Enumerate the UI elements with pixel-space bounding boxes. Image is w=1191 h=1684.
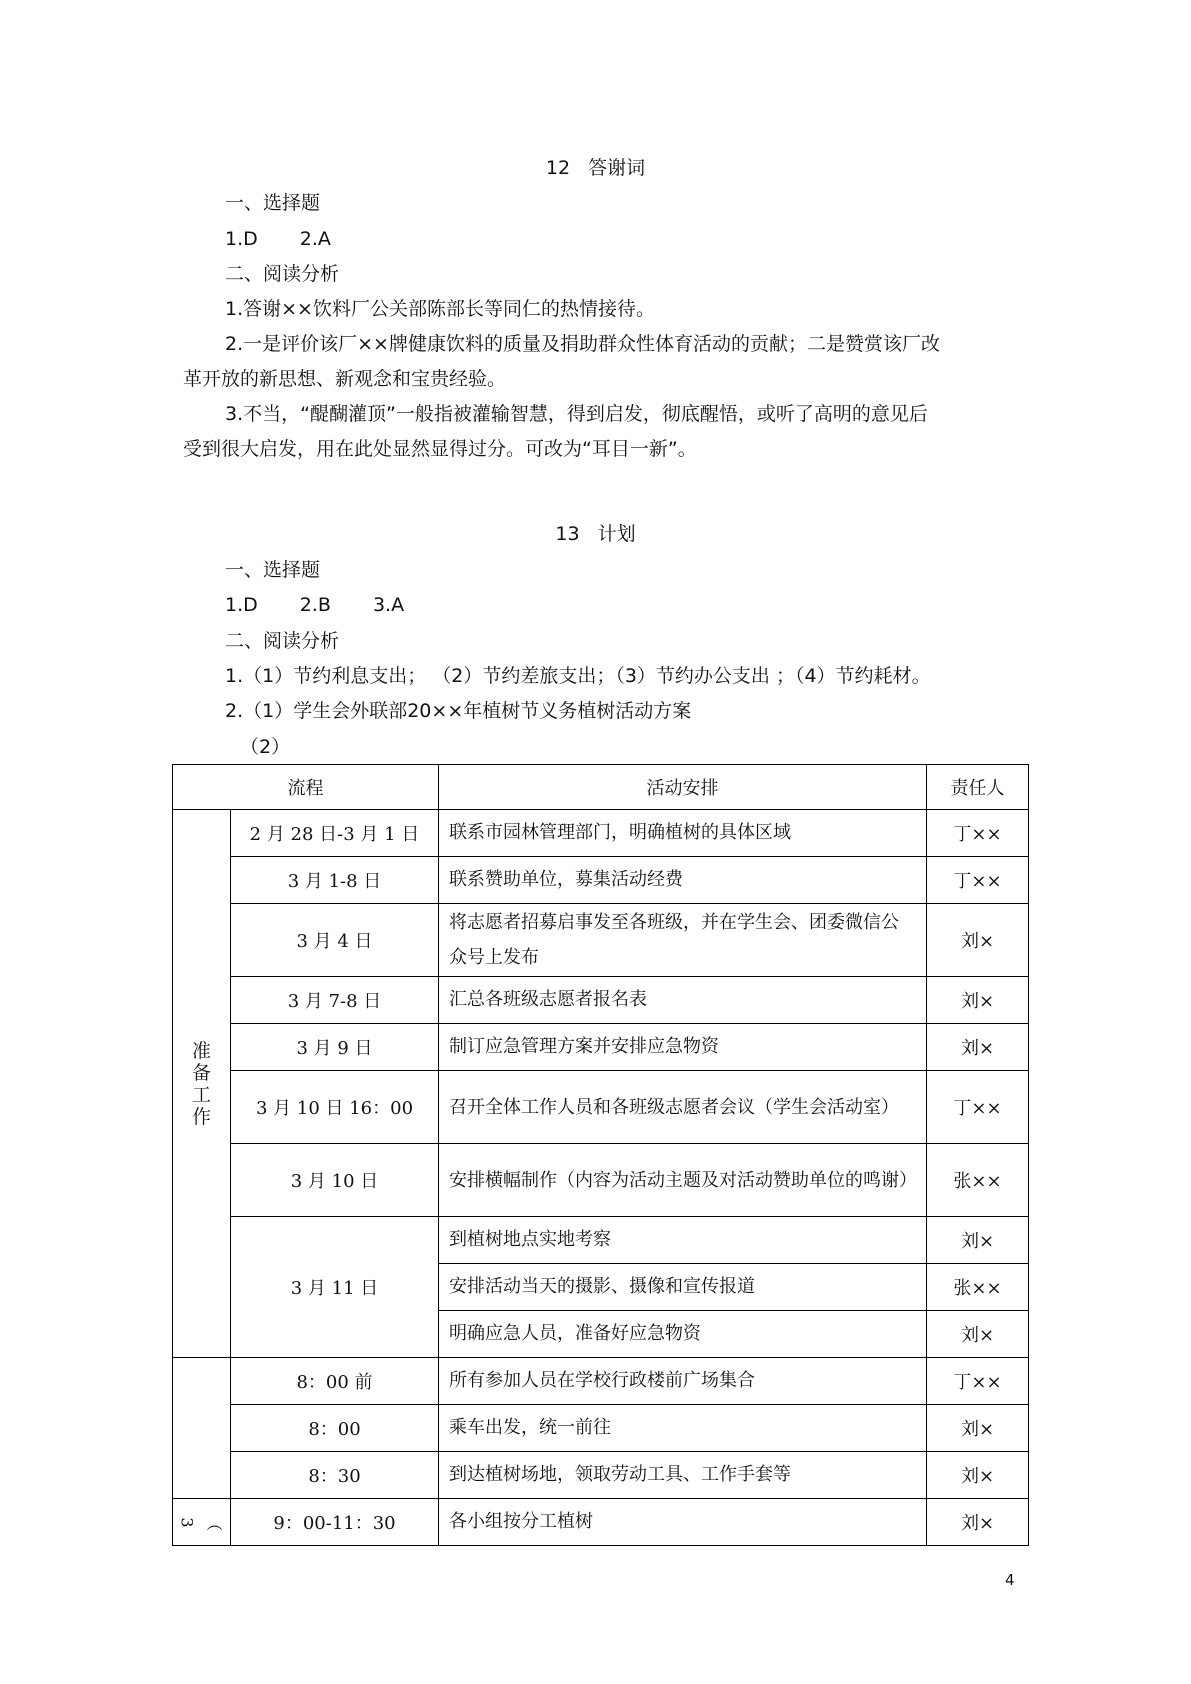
person-cell: 刘×: [927, 1499, 1029, 1546]
table-row: [173, 1024, 1029, 1071]
part-heading: 二、阅读分析: [225, 630, 340, 652]
activity-cell: 所有参加人员在学校行政楼前广场集合: [439, 1358, 927, 1405]
table-row: [173, 977, 1029, 1024]
paragraph: 受到很大启发，用在此处显然显得过分。可改为“耳目一新”。: [183, 438, 697, 460]
activity-cell: 将志愿者招募启事发至各班级，并在学生会、团委微信公众号上发布: [439, 904, 927, 977]
date-cell: 3 月 7-8 日: [231, 977, 439, 1024]
header-flow: 流程: [173, 765, 439, 810]
phase-fragment: ︵: [206, 1513, 223, 1533]
activity-cell: 召开全体工作人员和各班级志愿者会议（学生会活动室）: [439, 1071, 927, 1144]
person-cell: 刘×: [927, 904, 1029, 977]
section-12-title: [0, 155, 1191, 181]
activity-cell: 制订应急管理方案并安排应急物资: [439, 1024, 927, 1071]
person-cell: 丁××: [927, 1071, 1029, 1144]
table-row: [173, 810, 1029, 857]
activity-cell: 乘车出发，统一前往: [439, 1405, 927, 1452]
date-cell: 3 月 4 日: [231, 904, 439, 977]
table-row: [173, 1144, 1029, 1217]
date-cell: 8：00: [231, 1405, 439, 1452]
table-row: [173, 904, 1029, 977]
date-cell: 3 月 11 日: [231, 1217, 439, 1358]
activity-cell: 各小组按分工植树: [439, 1499, 927, 1546]
table-row: [173, 1499, 1029, 1546]
answer: 1.D: [225, 594, 258, 616]
answer-row: [225, 592, 446, 618]
person-cell: 刘×: [927, 1311, 1029, 1358]
person-cell: 张××: [927, 1144, 1029, 1217]
header-person: 责任人: [927, 765, 1029, 810]
table-header-row: [173, 765, 1029, 810]
answer: 3.A: [372, 594, 405, 616]
activity-cell: 到达植树场地，领取劳动工具、工作手套等: [439, 1452, 927, 1499]
phase-fragment: 3: [177, 1516, 197, 1528]
date-cell: 3 月 9 日: [231, 1024, 439, 1071]
table-row: [173, 857, 1029, 904]
person-cell: 刘×: [927, 977, 1029, 1024]
date-cell: 3 月 1-8 日: [231, 857, 439, 904]
person-cell: 刘×: [927, 1405, 1029, 1452]
activity-cell: 汇总各班级志愿者报名表: [439, 977, 927, 1024]
activity-cell: 明确应急人员，准备好应急物资: [439, 1311, 927, 1358]
activity-cell: 联系市园林管理部门，明确植树的具体区域: [439, 810, 927, 857]
activity-cell: 安排横幅制作（内容为活动主题及对活动赞助单位的鸣谢）: [439, 1144, 927, 1217]
plan-table: [172, 764, 1029, 1546]
paragraph: 1.答谢××饮料厂公关部陈部长等同仁的热情接待。: [225, 298, 655, 320]
person-cell: 刘×: [927, 1024, 1029, 1071]
section-13-title: [0, 521, 1191, 547]
section-number: 13: [555, 523, 580, 545]
phase-label: 准备工作: [191, 1039, 211, 1128]
person-cell: 丁××: [927, 1358, 1029, 1405]
date-cell: 3 月 10 日: [231, 1144, 439, 1217]
paragraph: 2.（1）学生会外联部20××年植树节义务植树活动方案: [225, 700, 692, 722]
date-cell: 8：30: [231, 1452, 439, 1499]
header-activity: 活动安排: [439, 765, 927, 810]
person-cell: 刘×: [927, 1217, 1029, 1264]
section-heading: 答谢词: [588, 157, 646, 179]
date-cell: 9：00-11：30: [231, 1499, 439, 1546]
table-row: [173, 1405, 1029, 1452]
section-number: 12: [545, 157, 571, 179]
answer-row: [225, 226, 373, 252]
paragraph: 1.（1）节约利息支出； （2）节约差旅支出；（3）节约办公支出 ；（4）节约耗材。: [225, 665, 931, 687]
phase-label-cut: [173, 1511, 230, 1534]
phase-cell: [173, 1499, 231, 1546]
page-number: 4: [1005, 1571, 1015, 1589]
sub-item: （2）: [240, 736, 291, 758]
paragraph: 3.不当，“醍醐灌顶”一般指被灌输智慧，得到启发，彻底醒悟，或听了高明的意见后: [225, 403, 928, 425]
table-row: [173, 1071, 1029, 1144]
part-heading: 二、阅读分析: [225, 263, 340, 285]
answer: 2.B: [299, 594, 331, 616]
person-cell: 张××: [927, 1264, 1029, 1311]
paragraph: 2.一是评价该厂××牌健康饮料的质量及捐助群众性体育活动的贡献；二是赞赏该厂改: [225, 333, 940, 355]
part-heading: 一、选择题: [225, 192, 321, 214]
person-cell: 刘×: [927, 1452, 1029, 1499]
table-row: [173, 1217, 1029, 1264]
phase-cell: [173, 810, 231, 1358]
phase-cell: [173, 1358, 231, 1499]
table-row: [173, 1358, 1029, 1405]
activity-cell: 安排活动当天的摄影、摄像和宣传报道: [439, 1264, 927, 1311]
date-cell: 8：00 前: [231, 1358, 439, 1405]
paragraph: 革开放的新思想、新观念和宝贵经验。: [183, 368, 507, 390]
person-cell: 丁××: [927, 810, 1029, 857]
answer: 2.A: [299, 228, 331, 250]
answer: 1.D: [225, 228, 258, 250]
date-cell: 2 月 28 日-3 月 1 日: [231, 810, 439, 857]
activity-cell: 联系赞助单位，募集活动经费: [439, 857, 927, 904]
date-cell: 3 月 10 日 16：00: [231, 1071, 439, 1144]
section-heading: 计划: [597, 523, 636, 545]
activity-cell: 到植树地点实地考察: [439, 1217, 927, 1264]
table-row: [173, 1452, 1029, 1499]
part-heading: 一、选择题: [225, 559, 321, 581]
person-cell: 丁××: [927, 857, 1029, 904]
